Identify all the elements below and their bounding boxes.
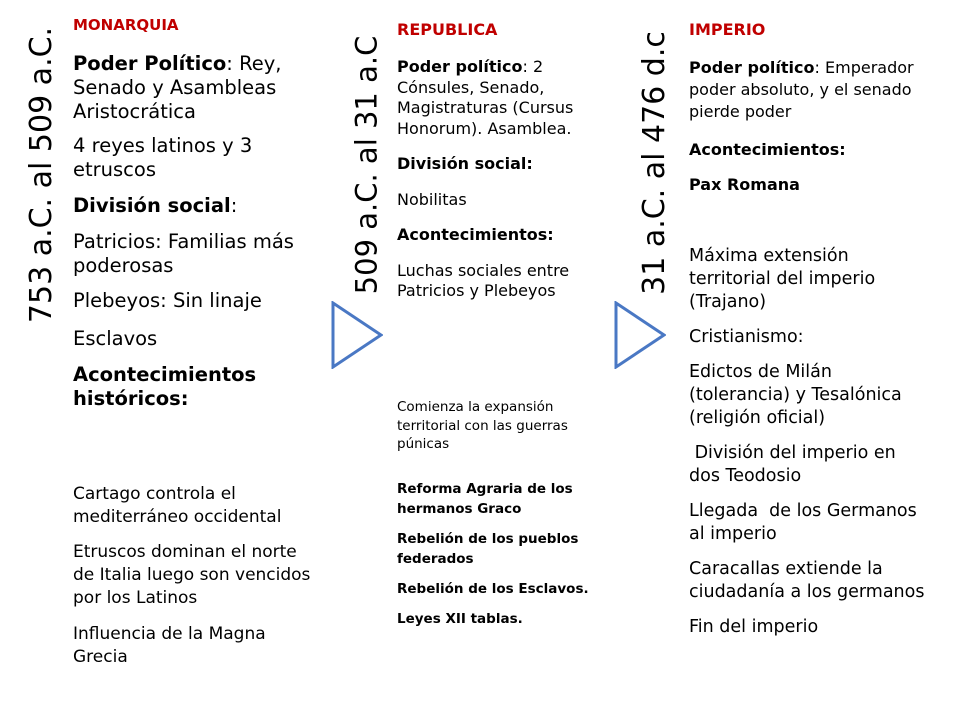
expansion-text: Comienza la expansión territorial con las guerras púnicas: [397, 399, 568, 452]
arrow-right-icon: [331, 301, 383, 369]
event-item: Leyes XII tablas.: [397, 611, 523, 627]
political-power-label: Poder Político: [73, 52, 227, 75]
event-item: Máxima extensión territorial del imperio (Trajano): [689, 246, 876, 312]
event-item: Fin del imperio: [689, 617, 819, 637]
political-power: [73, 52, 323, 124]
event-item: Llegada de los Germanos al imperio: [689, 501, 923, 544]
date-label-imperio: 31 a.C. al 476 d.c: [637, 31, 672, 295]
event-item: Cartago controla el mediterráneo occidental: [73, 484, 282, 527]
event-item: Rebelión de los Esclavos.: [397, 581, 589, 597]
political-power-value: : Rey, Senado y Asambleas Aristocrática: [73, 52, 282, 123]
event-item: Cristianismo:: [689, 327, 804, 347]
social-division-suffix: :: [230, 194, 238, 217]
heading-imperio: IMPERIO: [689, 20, 766, 39]
kings-text: 4 reyes latinos y 3 etruscos: [73, 134, 253, 181]
event-item: Caracallas extiende la ciudadanía a los germanos: [689, 559, 925, 602]
event-item: Edictos de Milán (tolerancia) y Tesalónica (religión oficial): [689, 362, 902, 428]
pax-romana-text: Pax Romana: [689, 175, 800, 194]
patricios-text: Patricios: Familias más poderosas: [73, 230, 294, 277]
event-item: Influencia de la Magna Grecia: [73, 624, 266, 667]
events-label: Acontecimientos:: [397, 225, 554, 244]
political-power: [689, 57, 929, 123]
political-power-label: Poder político: [689, 58, 815, 77]
luchas-text: Luchas sociales entre Patricios y Plebeyos: [397, 260, 570, 300]
heading-republica: REPUBLICA: [397, 20, 498, 39]
plebeyos-text: Plebeyos: Sin linaje: [73, 289, 262, 312]
social-division-label: División social:: [397, 154, 533, 173]
political-power-value: : Emperador poder absoluto, y el senado pierde poder: [689, 58, 914, 121]
social-division: [73, 194, 323, 218]
esclavos-text: Esclavos: [73, 327, 158, 350]
social-division-label: División social: [73, 194, 231, 217]
nobilitas-text: Nobilitas: [397, 189, 467, 209]
event-item: Reforma Agraria de los hermanos Graco: [397, 481, 573, 517]
heading-monarquia: MONARQUIA: [73, 16, 179, 34]
event-item: Rebelión de los pueblos federados: [397, 531, 579, 567]
date-label-monarquia: 753 a.C. al 509 a.C.: [24, 26, 59, 324]
political-power-label: Poder político: [397, 57, 523, 76]
event-item: División del imperio en dos Teodosio: [689, 443, 902, 486]
events-label: Acontecimientos históricos:: [73, 363, 257, 410]
event-item: Etruscos dominan el norte de Italia luego son vencidos por los Latinos: [73, 542, 311, 608]
date-label-republica: 509 a.C. al 31 a.C: [349, 35, 384, 295]
events-label: Acontecimientos:: [689, 140, 846, 159]
political-power: [397, 57, 602, 139]
arrow-right-icon: [614, 301, 666, 369]
political-power-value: : 2 Cónsules, Senado, Magistraturas (Cursus Honorum). Asamblea.: [397, 57, 574, 138]
